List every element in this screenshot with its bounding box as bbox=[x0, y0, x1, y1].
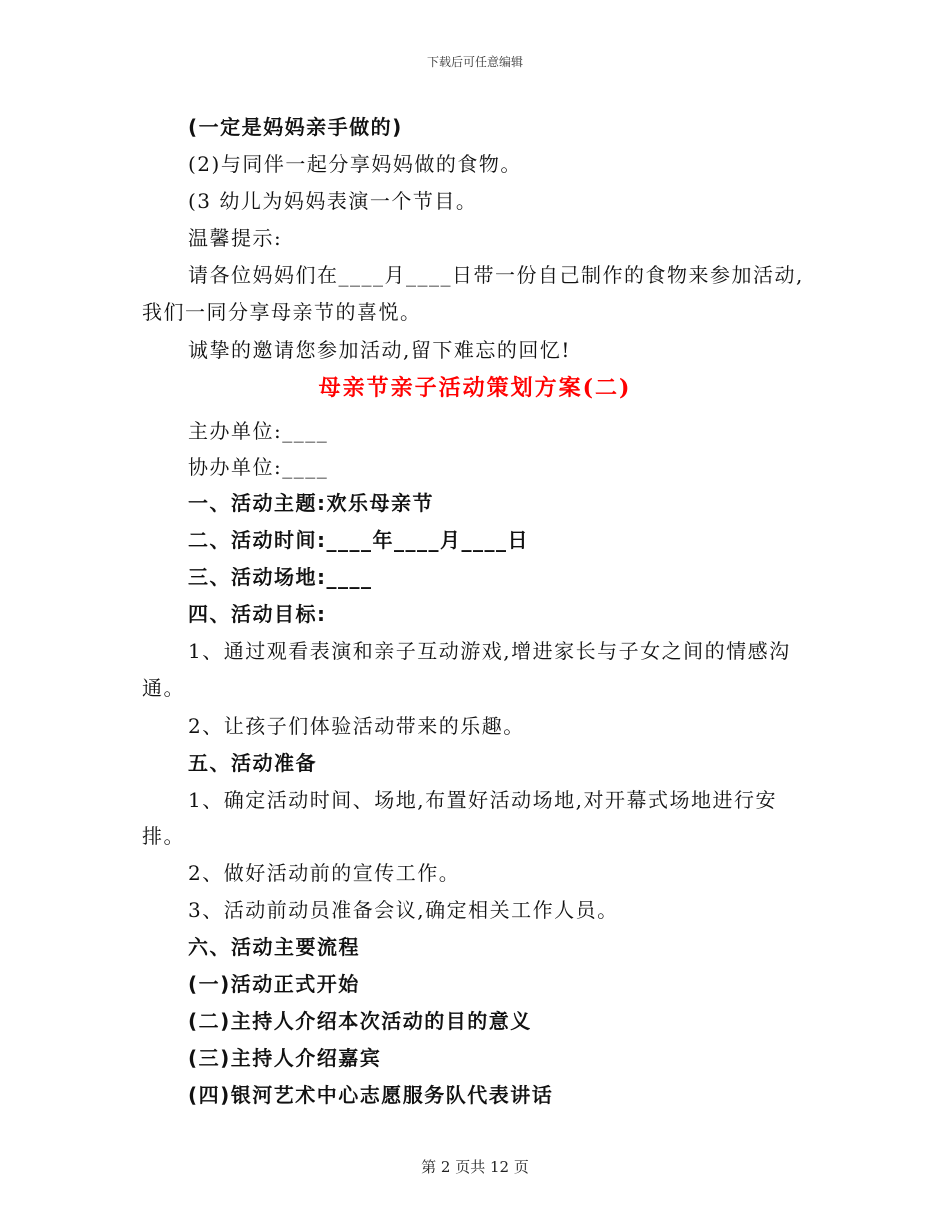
page-header: 下载后可任意编辑 bbox=[426, 55, 523, 69]
prep-3: 3、活动前动员准备会议,确定相关工作人员。 bbox=[188, 898, 619, 922]
prep-1-line1: 1、确定活动时间、场地,布置好活动场地,对开幕式场地进行安 bbox=[188, 788, 777, 812]
note-homemade: (一定是妈妈亲手做的) bbox=[188, 115, 403, 139]
process-step-3: (三)主持人介绍嘉宾 bbox=[188, 1046, 382, 1070]
activity-theme: 一、活动主题:欢乐母亲节 bbox=[188, 491, 434, 515]
prep-2: 2、做好活动前的宣传工作。 bbox=[188, 861, 461, 885]
process-heading: 六、活动主要流程 bbox=[188, 935, 360, 959]
activity-goals-heading: 四、活动目标: bbox=[188, 602, 327, 626]
goal-1-line1: 1、通过观看表演和亲子互动游戏,增进家长与子女之间的情感沟 bbox=[188, 639, 791, 663]
goal-2: 2、让孩子们体验活动带来的乐趣。 bbox=[188, 714, 525, 738]
tips-text-line1: 请各位妈妈们在____月____日带一份自己制作的食物来参加活动, bbox=[188, 263, 804, 287]
organizer-field: 主办单位:____ bbox=[188, 419, 329, 443]
co-organizer-field: 协办单位:____ bbox=[188, 455, 329, 479]
prep-1-line2: 排。 bbox=[142, 824, 185, 848]
section-title: 母亲节亲子活动策划方案(二) bbox=[318, 375, 632, 401]
process-step-4: (四)银河艺术中心志愿服务队代表讲话 bbox=[188, 1083, 554, 1107]
activity-time: 二、活动时间:____年____月____日 bbox=[188, 528, 529, 552]
tips-text-line2: 我们一同分享母亲节的喜悦。 bbox=[142, 300, 422, 324]
activity-venue: 三、活动场地:____ bbox=[188, 565, 373, 589]
goal-1-line2: 通。 bbox=[142, 676, 185, 700]
process-step-1: (一)活动正式开始 bbox=[188, 972, 360, 996]
process-step-2: (二)主持人介绍本次活动的目的意义 bbox=[188, 1009, 532, 1033]
item-perform: (3 幼儿为妈妈表演一个节目。 bbox=[188, 189, 478, 213]
preparation-heading: 五、活动准备 bbox=[188, 751, 317, 775]
invitation-text: 诚挚的邀请您参加活动,留下难忘的回忆! bbox=[188, 338, 571, 362]
page-footer: 第 2 页共 12 页 bbox=[421, 1158, 529, 1176]
item-share-food: (2)与同伴一起分享妈妈做的食物。 bbox=[188, 152, 522, 176]
tips-heading: 温馨提示: bbox=[188, 226, 283, 250]
